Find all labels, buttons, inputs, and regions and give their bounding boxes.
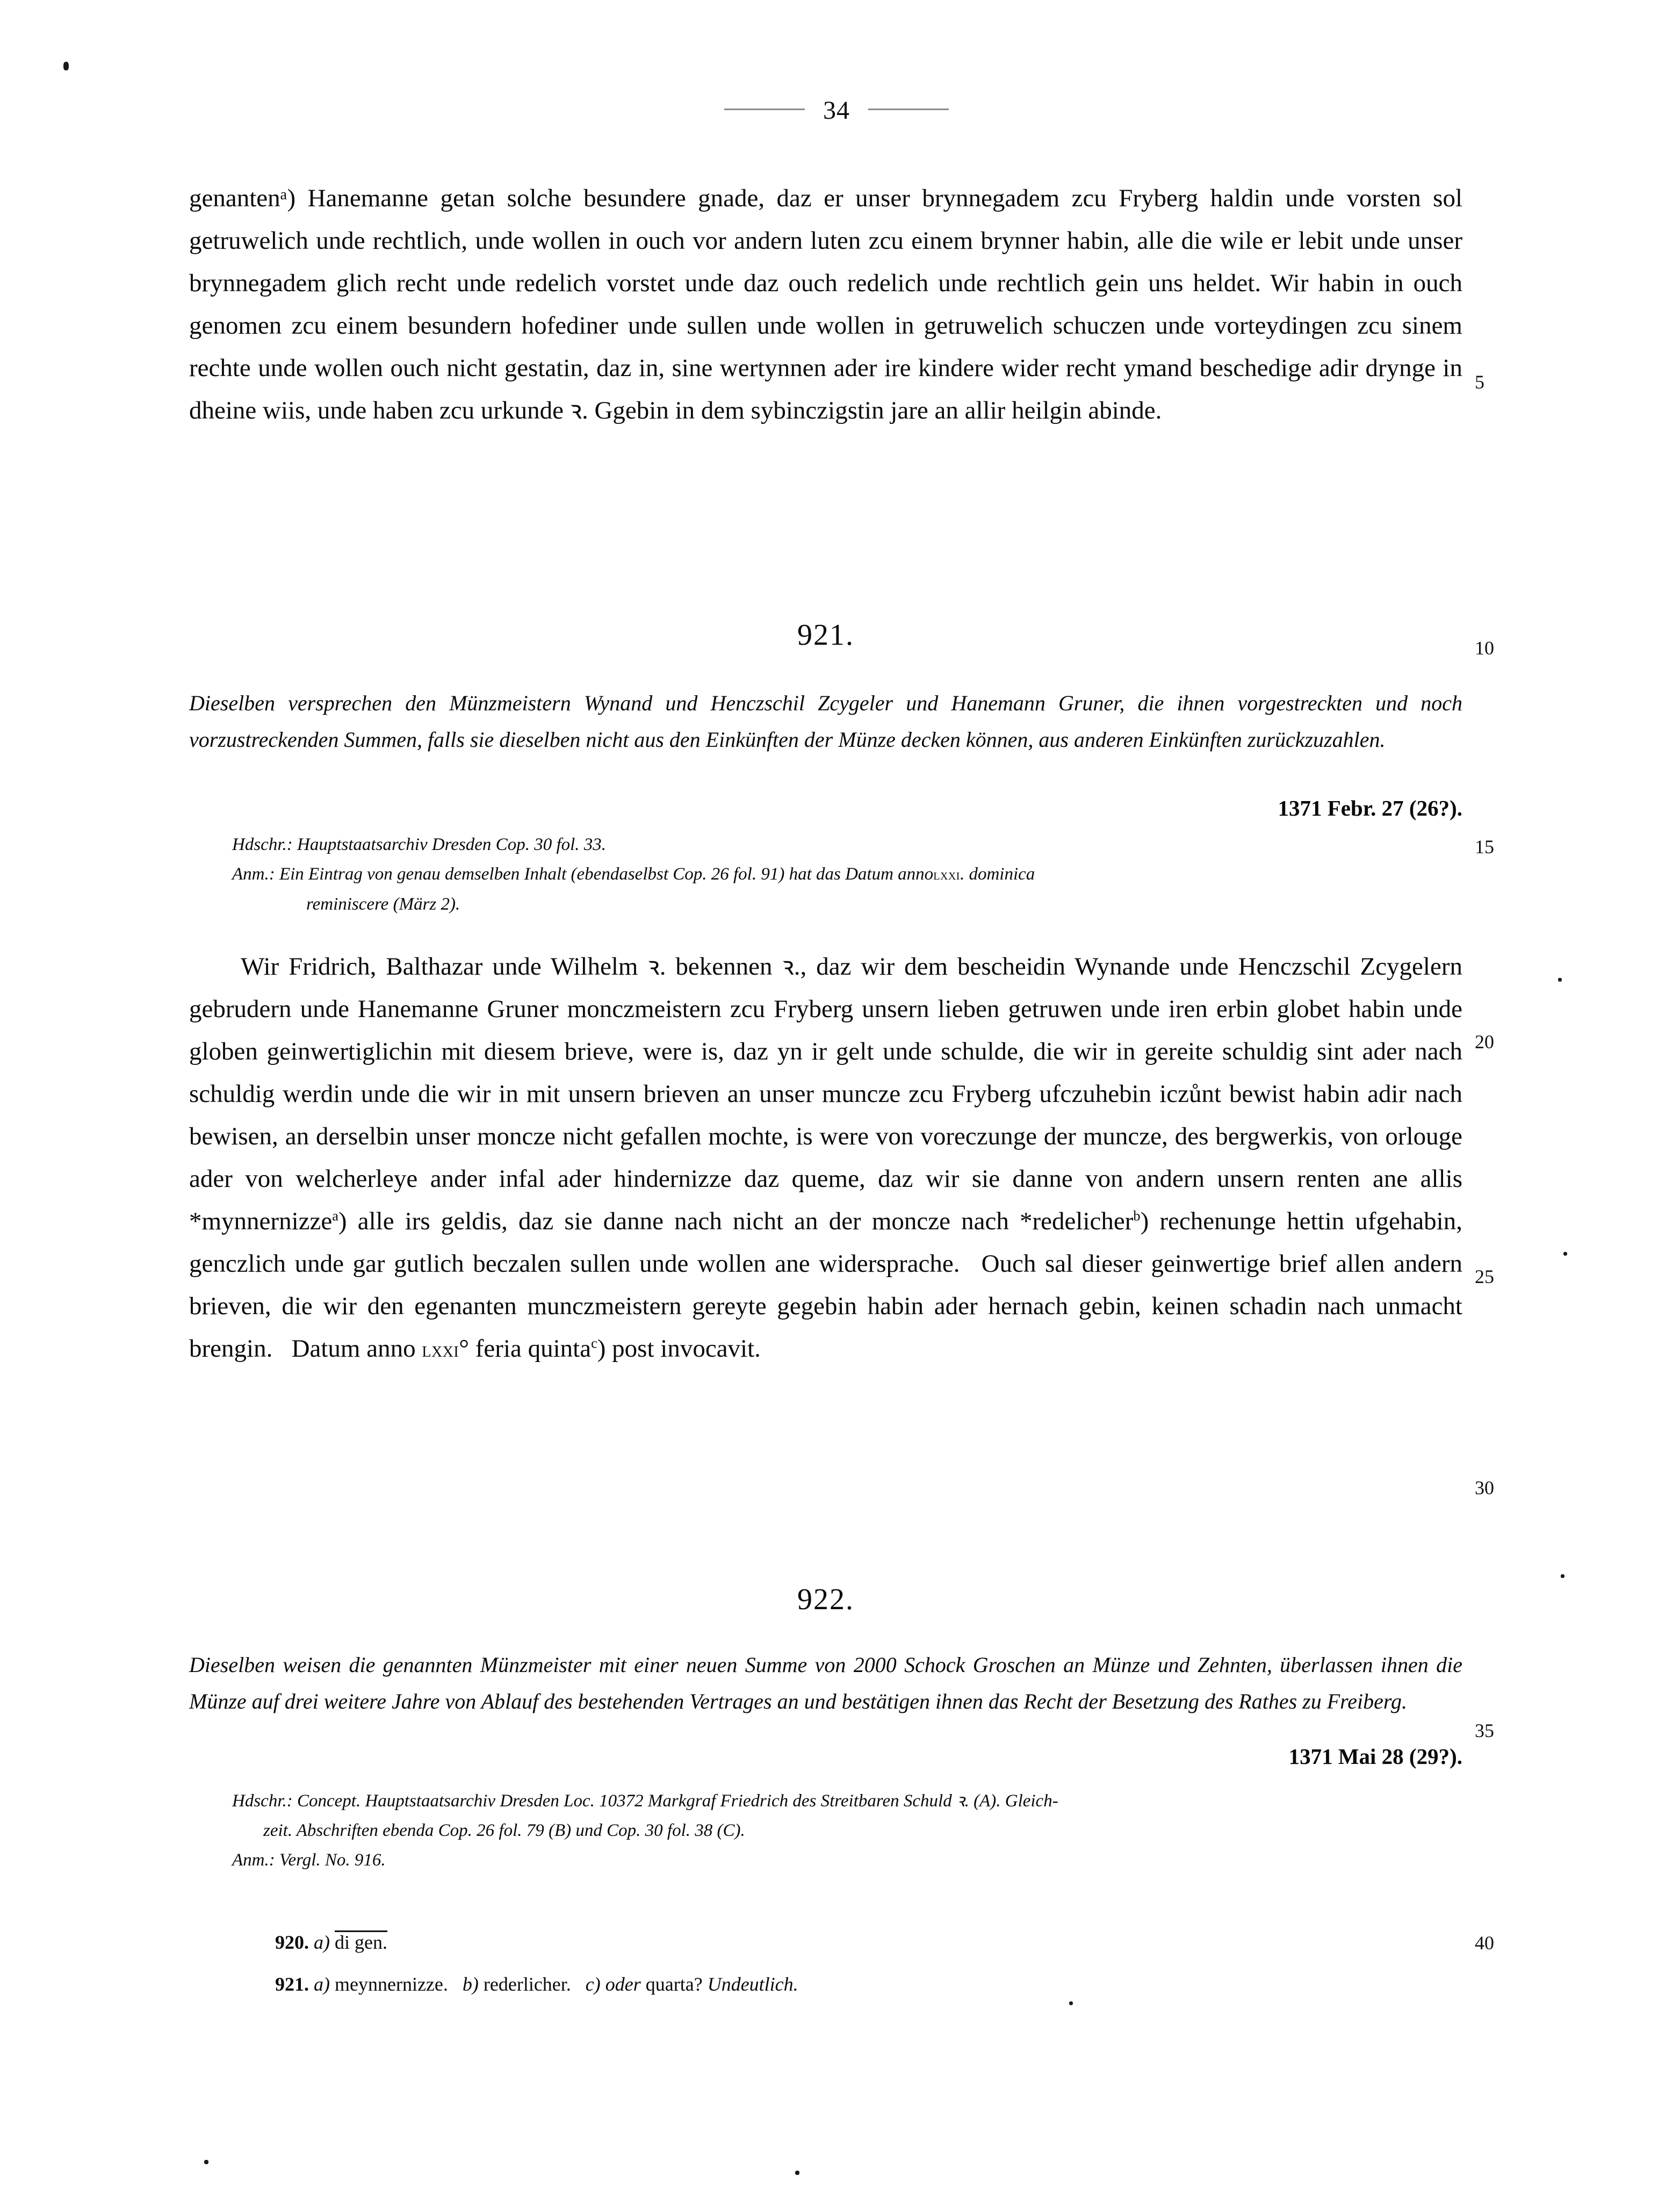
scan-speck	[1563, 1252, 1567, 1256]
document-921-regest: Dieselben versprechen den Münzmeistern Wynand und Henczschil Zcygeler und Hanemann Gruner, die ihnen vorgestreckten und noch vorzustreckenden Summen, falls sie dieselben nicht aus den Einkünften der Münze decken können, aus anderen Einkünften zurückzuzahlen.	[189, 691, 1462, 752]
document-921-date-block	[189, 795, 1462, 821]
header-rule-right	[868, 109, 949, 110]
document-921-hdschr	[232, 830, 1462, 860]
paragraph-920-text: genantenᵃ) Hanemanne getan solche besundere gnade, daz er unser brynnegadem zcu Fryberg haldin unde vorsten sol getruwelich unde rechtlich, unde wollen in ouch vor andern luten zcu einem brynner habin, alle die wile er lebit unde unser brynnegadem glich recht unde redelich vorstet unde daz ouch redelich unde rechtlich gein uns heldet. Wir habin in ouch genomen zcu einem besundern hofediner unde sullen unde wollen in getruwelich schuczen unde vorteydingen zcu sinem rechte unde wollen ouch nicht gestatin, daz in, sine wertynnen ader ire kindere wider recht ymand beschedige adir drynge in dheine wiis, unde haben zcu urkunde ꝛ. Ggebin in dem sybinczigstin jare an allir heilgin abinde.	[189, 184, 1462, 424]
line-number-5: 5	[1475, 371, 1484, 393]
line-number-40: 40	[1475, 1932, 1494, 1954]
footnote-920-marker-a: a)	[314, 1932, 330, 1953]
body-segment-4: ° feria quinta	[459, 1335, 592, 1363]
document-921-number: 921.	[797, 618, 854, 652]
footnote-marker-a: a	[332, 1208, 338, 1224]
document-921-number-block	[189, 618, 1462, 652]
scan-speck	[1069, 2001, 1073, 2005]
footnote-921-text-c: oder	[605, 1973, 641, 1995]
document-922-regest-block	[189, 1647, 1462, 1720]
footnote-921-marker-b: b)	[462, 1973, 479, 1995]
document-921-anm	[232, 860, 1462, 890]
anm-text-first: Ein Eintrag von genau demselben Inhalt (ebendaselbst Cop. 26 fol. 91) hat das Datum anno	[279, 864, 934, 884]
line-number-30: 30	[1475, 1477, 1494, 1498]
footnote-921-text-a: meynnernizze.	[335, 1973, 448, 1995]
footnote-921-marker-a: a)	[314, 1973, 330, 1995]
document-921-date: 1371 Febr. 27 (26?).	[1278, 796, 1462, 820]
scan-speck	[204, 2160, 208, 2164]
footnote-920-number: 920.	[275, 1932, 309, 1953]
paragraph-920-block	[189, 177, 1462, 432]
line-number-20: 20	[1475, 1031, 1494, 1053]
document-921-body-block	[189, 946, 1462, 1371]
hdschr-text-first: Concept. Hauptstaatsarchiv Dresden Loc. 10372 Markgraf Friedrich des Streitbaren Schuld ꝛ. (A). Gleich-	[297, 1791, 1058, 1811]
body-segment-1: Wir Fridrich, Balthazar unde Wilhelm ꝛ. bekennen ꝛ., daz wir dem bescheidin Wynande unde Henczschil Zcygelern gebrudern unde Hanemanne Gruner monczmeistern zcu Fryberg unsern lieben getruwen unde iren erbin globet habin unde globen geinwertiglichin mit diesem brieve, were is, daz yn ir gelt unde schulde, die wir in gereite schuldig sint ader nach schuldig werdin unde die wir in mit unsern brieven an unser muncze zcu Fryberg ufczuhebin iczůnt bewist habin adir nach bewisen, an derselbin unser moncze nicht gefallen mochte, is were von voreczunge der muncze, des bergwerkis, von orlouge ader von welcherleye ander infal ader hindernizze daz queme, daz wir sie danne von andern unsern renten ane allis *mynnernizze	[189, 953, 1462, 1235]
anm-label: Anm.:	[232, 864, 275, 884]
anm-text: Vergl. No. 916.	[279, 1850, 386, 1870]
document-922-date-block	[189, 1743, 1462, 1769]
document-921-anm-cont	[232, 890, 1462, 919]
document-922-date: 1371 Mai 28 (29?).	[1288, 1744, 1462, 1769]
line-number-25: 25	[1475, 1266, 1494, 1287]
document-922-number-block	[189, 1582, 1462, 1617]
anm-roman-numeral: lxxi	[933, 867, 960, 883]
footnote-921-marker-c: c)	[585, 1973, 601, 1995]
line-number-15: 15	[1475, 836, 1494, 858]
scan-speck	[1558, 978, 1562, 982]
scan-speck	[1561, 1574, 1564, 1578]
page-number: 34	[823, 96, 850, 125]
page-header	[0, 96, 1673, 125]
footnote-block	[275, 1926, 1462, 2000]
document-921-notes-block	[232, 830, 1462, 919]
footnote-921-number: 921.	[275, 1973, 309, 1995]
scan-speck	[795, 2171, 799, 2175]
line-number-10: 10	[1475, 637, 1494, 659]
footnote-921-text-b: rederlicher.	[483, 1973, 571, 1995]
hdschr-text: Hauptstaatsarchiv Dresden Cop. 30 fol. 33.	[297, 835, 607, 854]
footnote-921-text-c3: Undeutlich.	[707, 1973, 798, 1995]
footnote-920-text-a: di gen.	[335, 1932, 387, 1953]
document-922-anm	[232, 1846, 1462, 1875]
document-922-number: 922.	[797, 1583, 854, 1616]
body-segment-2: ) alle irs geldis, daz sie danne nach nicht an der moncze nach *redelicher	[338, 1207, 1134, 1235]
footnote-921-text-c2: quarta?	[645, 1973, 703, 1995]
line-number-35: 35	[1475, 1720, 1494, 1741]
hdschr-label: Hdschr.:	[232, 835, 293, 854]
footnote-marker-c: c	[591, 1335, 597, 1351]
body-segment-5: ) post invocavit.	[597, 1335, 761, 1363]
footnote-marker-b: b	[1133, 1208, 1141, 1224]
footnote-920	[275, 1926, 1462, 1958]
hdschr-text-second: zeit. Abschriften ebenda Cop. 26 fol. 79 (B) und Cop. 30 fol. 38 (C).	[263, 1821, 745, 1840]
hdschr-label: Hdschr.:	[232, 1791, 293, 1811]
header-rule-left	[724, 109, 805, 110]
anm-text-third: reminiscere (März 2).	[306, 895, 460, 914]
footnote-921	[275, 1968, 1462, 2000]
anm-text-second: . dominica	[960, 864, 1035, 884]
document-921-body	[189, 946, 1462, 1371]
document-922-notes-block	[232, 1786, 1462, 1875]
body-segment-3: ) rechenunge hettin ufgehabin, genczlich unde gar gutlich beczalen sullen unde wollen ane widersprache. Ouch sal dieser geinwertige brief allen andern brieven, die wir den egenanten munczmeistern gereyte gegebin habin ader hernach gebin, keinen schadin nach unmacht brengin. Datum anno	[189, 1207, 1462, 1363]
document-922-regest: Dieselben weisen die genannten Münzmeister mit einer neuen Summe von 2000 Schock Groschen an Münze und Zehnten, überlassen ihnen die Münze auf drei weitere Jahre von Ablauf des bestehenden Vertrages an und bestätigen ihnen das Recht der Besetzung des Rathes zu Freiberg.	[189, 1653, 1462, 1713]
document-921-regest-block	[189, 685, 1462, 758]
body-roman-numeral: lxxi	[422, 1337, 459, 1361]
scan-speck	[63, 62, 69, 70]
document-922-hdschr	[232, 1786, 1462, 1816]
document-922-hdschr-cont	[232, 1816, 1462, 1846]
anm-label: Anm.:	[232, 1850, 275, 1870]
